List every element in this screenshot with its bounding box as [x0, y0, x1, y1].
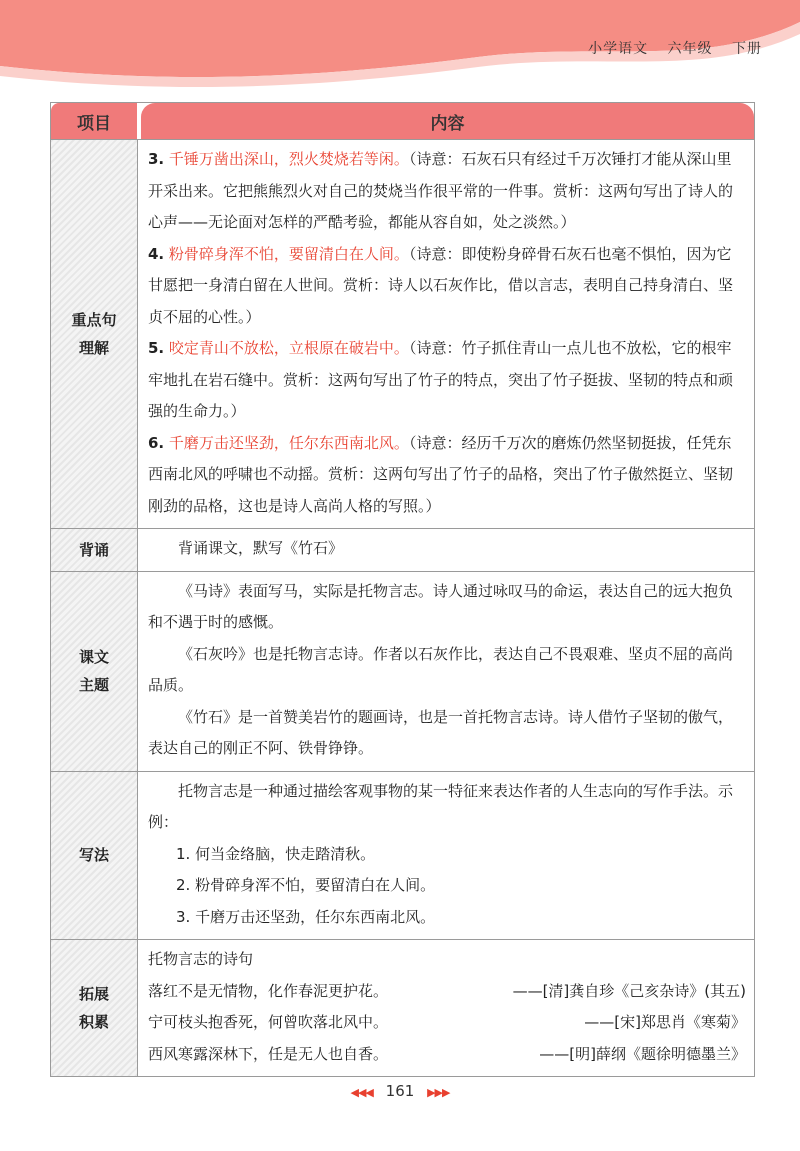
writing-content: [138, 772, 754, 940]
book-info: [574, 38, 762, 58]
label-writing: 写法: [51, 772, 138, 940]
poem-quote: 粉骨碎身浑不怕，要留清白在人间。: [168, 244, 409, 263]
poem-quote: 千磨万击还坚劲，任尔东西南北风。: [168, 433, 409, 452]
key-sentence-item: [148, 239, 746, 334]
left-arrows-icon: ◀◀◀: [350, 1086, 373, 1099]
poem-note: （诗意：竹子抓住青山一点儿也不放松，它的根牢牢地扎在岩石缝中。赏析：这两句写出了竹子的特点，突出了竹子挺拔、坚韧的特点和顽强的生命力。）: [148, 339, 734, 420]
key-sentence-item: [148, 333, 746, 428]
study-table: [50, 102, 755, 1077]
book-volume: 下册: [732, 41, 762, 57]
extension-source: ——[清]龚自珍《己亥杂诗》(其五): [512, 981, 746, 1000]
key-sentence-item: [148, 428, 746, 523]
writing-intro: 托物言志是一种通过描绘客观事物的某一特征来表达作者的人生志向的写作手法。示例：: [148, 781, 734, 831]
row-key-sentences: [51, 139, 754, 528]
row-recite: [51, 528, 754, 571]
header-content: 内容: [141, 103, 754, 139]
extension-verse: 落红不是无情物，化作春泥更护花。: [148, 981, 389, 1000]
theme-paragraph: 《石灰吟》也是托物言志诗。作者以石灰作比，表达自己不畏艰难、坚贞不屈的高尚品质。: [148, 644, 734, 694]
page-number: 161: [385, 1082, 415, 1100]
extension-verse: 西风寒露深林下，任是无人也自香。: [148, 1044, 389, 1063]
label-recite: 背诵: [51, 529, 138, 571]
writing-example: 3. 千磨万击还坚劲，任尔东西南北风。: [176, 907, 436, 926]
item-number: 3.: [148, 150, 165, 168]
label-extension: [51, 940, 138, 1076]
poem-note: （诗意：经历千万次的磨炼仍然坚韧挺拔，任凭东西南北风的呼啸也不动摇。赏析：这两句写出了竹子的品格，突出了竹子傲然挺立、坚韧刚劲的品格，这也是诗人高尚人格的写照。）: [148, 433, 734, 515]
label-key-sentences-line1: 重点句: [71, 311, 117, 329]
right-arrows-icon: ▶▶▶: [427, 1086, 450, 1099]
label-theme: [51, 572, 138, 771]
recite-content: 背诵课文，默写《竹石》: [178, 539, 344, 557]
poem-note: （诗意：即使粉身碎骨石灰石也毫不惧怕，因为它甘愿把一身清白留在人世间。赏析：诗人以石灰作比，借以言志，表明自己持身清白、坚贞不屈的心性。）: [148, 244, 734, 326]
key-sentence-item: [148, 144, 746, 239]
writing-example: 1. 何当金络脑，快走踏清秋。: [176, 844, 376, 863]
writing-example: 2. 粉骨碎身浑不怕，要留清白在人间。: [176, 876, 436, 894]
poem-quote: 千锤万凿出深山，烈火焚烧若等闲。: [168, 150, 409, 168]
theme-paragraph: 《马诗》表面写马，实际是托物言志。诗人通过咏叹马的命运，表达自己的远大抱负和不遇于时的感慨。: [148, 581, 734, 631]
label-key-sentences-line2: 理解: [78, 339, 109, 357]
row-extension: [51, 939, 754, 1076]
book-grade: 六年级: [667, 41, 713, 57]
label-extension-line1: 拓展: [78, 985, 109, 1003]
row-writing: [51, 771, 754, 940]
extension-content: [138, 940, 754, 1076]
extension-source: ——[明]薛纲《题徐明德墨兰》: [539, 1044, 746, 1063]
label-extension-line2: 积累: [78, 1013, 109, 1031]
extension-verse: 宁可枝头抱香死，何曾吹落北风中。: [148, 1013, 389, 1031]
extension-line: [148, 1039, 746, 1071]
label-theme-line1: 课文: [78, 648, 109, 666]
label-theme-line2: 主题: [78, 676, 109, 694]
label-key-sentences: [51, 140, 138, 528]
item-number: 5.: [148, 339, 165, 357]
extension-source: ——[宋]郑思肖《寒菊》: [584, 1013, 746, 1031]
table-header: [51, 103, 754, 139]
extension-title: 托物言志的诗句: [148, 950, 254, 968]
item-number: 6.: [148, 433, 165, 452]
item-number: 4.: [148, 244, 165, 263]
poem-quote: 咬定青山不放松，立根原在破岩中。: [168, 339, 409, 357]
extension-line: [148, 976, 746, 1008]
row-theme: [51, 571, 754, 771]
header-item: 项目: [51, 103, 137, 139]
theme-content: [138, 572, 754, 771]
page-footer: [0, 1082, 800, 1100]
key-sentences-content: [138, 140, 754, 528]
extension-line: [148, 1007, 746, 1039]
book-subject: 小学语文: [588, 41, 649, 57]
poem-note: （诗意：石灰石只有经过千万次锤打才能从深山里开采出来。它把熊熊烈火对自己的焚烧当作很平常的一件事。赏析：这两句写出了诗人的心声——无论面对怎样的严酷考验，都能从容自如，处之淡然。）: [148, 150, 734, 231]
theme-paragraph: 《竹石》是一首赞美岩竹的题画诗，也是一首托物言志诗。诗人借竹子坚韧的傲气，表达自己的刚正不阿、铁骨铮铮。: [148, 707, 734, 757]
